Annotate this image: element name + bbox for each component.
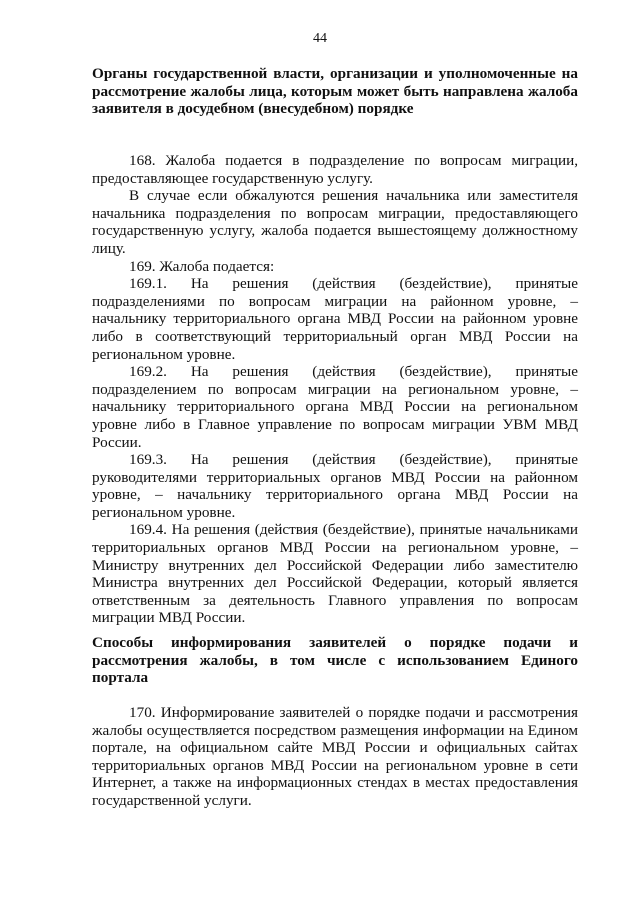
section-heading-informing-methods: Способы информирования заявителей о порядке подачи и рассмотрения жалобы, в том числе с использованием Единого портала: [92, 634, 578, 687]
paragraph-168: 168. Жалоба подается в подразделение по вопросам миграции, предоставляющее государственную услугу.: [92, 152, 578, 187]
paragraph-170: 170. Информирование заявителей о порядке подачи и рассмотрения жалобы осуществляется посредством размещения информации на Едином портале, на официальном сайте МВД России и официальных сайтах территориальных органов МВД России на региональном уровне в сети Интернет, а также на информационных стендах в местах предоставления государственной услуги.: [92, 704, 578, 809]
section-heading-complaint-bodies: Органы государственной власти, организации и уполномоченные на рассмотрение жалобы лица, которым может быть направлена жалоба заявителя в досудебном (внесудебном) порядке: [92, 65, 578, 118]
paragraph-169-1: 169.1. На решения (действия (бездействие), принятые подразделениями по вопросам миграции на районном уровне, – начальнику территориального органа МВД России на районном уровне либо в соответствующий территориальный орган МВД России на региональном уровне.: [92, 275, 578, 363]
section-body-informing-methods: [92, 704, 578, 810]
section-body-complaint-bodies: [92, 152, 578, 627]
paragraph-169-2: 169.2. На решения (действия (бездействие), принятые подразделением по вопросам миграции на региональном уровне, – начальнику территориального органа МВД России на региональном уровне либо в Главное управление по вопросам миграции УВМ МВД России.: [92, 363, 578, 451]
page-number: 44: [313, 31, 327, 46]
paragraph-169-4: 169.4. На решения (действия (бездействие), принятые начальниками территориальных органов МВД России на региональном уровне, – Министру внутренних дел Российской Федерации либо заместителю Министра внутренних дел Российской Федерации, который является ответственным за деятельность Главного управления по вопросам миграции МВД России.: [92, 521, 578, 627]
paragraph-168-continued: В случае если обжалуются решения начальника или заместителя начальника подразделения по вопросам миграции, предоставляющего государственную услугу, жалоба подается вышестоящему должностному лицу.: [92, 187, 578, 257]
paragraph-169-3: 169.3. На решения (действия (бездействие), принятые руководителями территориальных органов МВД России на районном уровне, – начальнику территориального органа МВД России на региональном уровне.: [92, 451, 578, 521]
paragraph-169: 169. Жалоба подается:: [129, 257, 275, 275]
